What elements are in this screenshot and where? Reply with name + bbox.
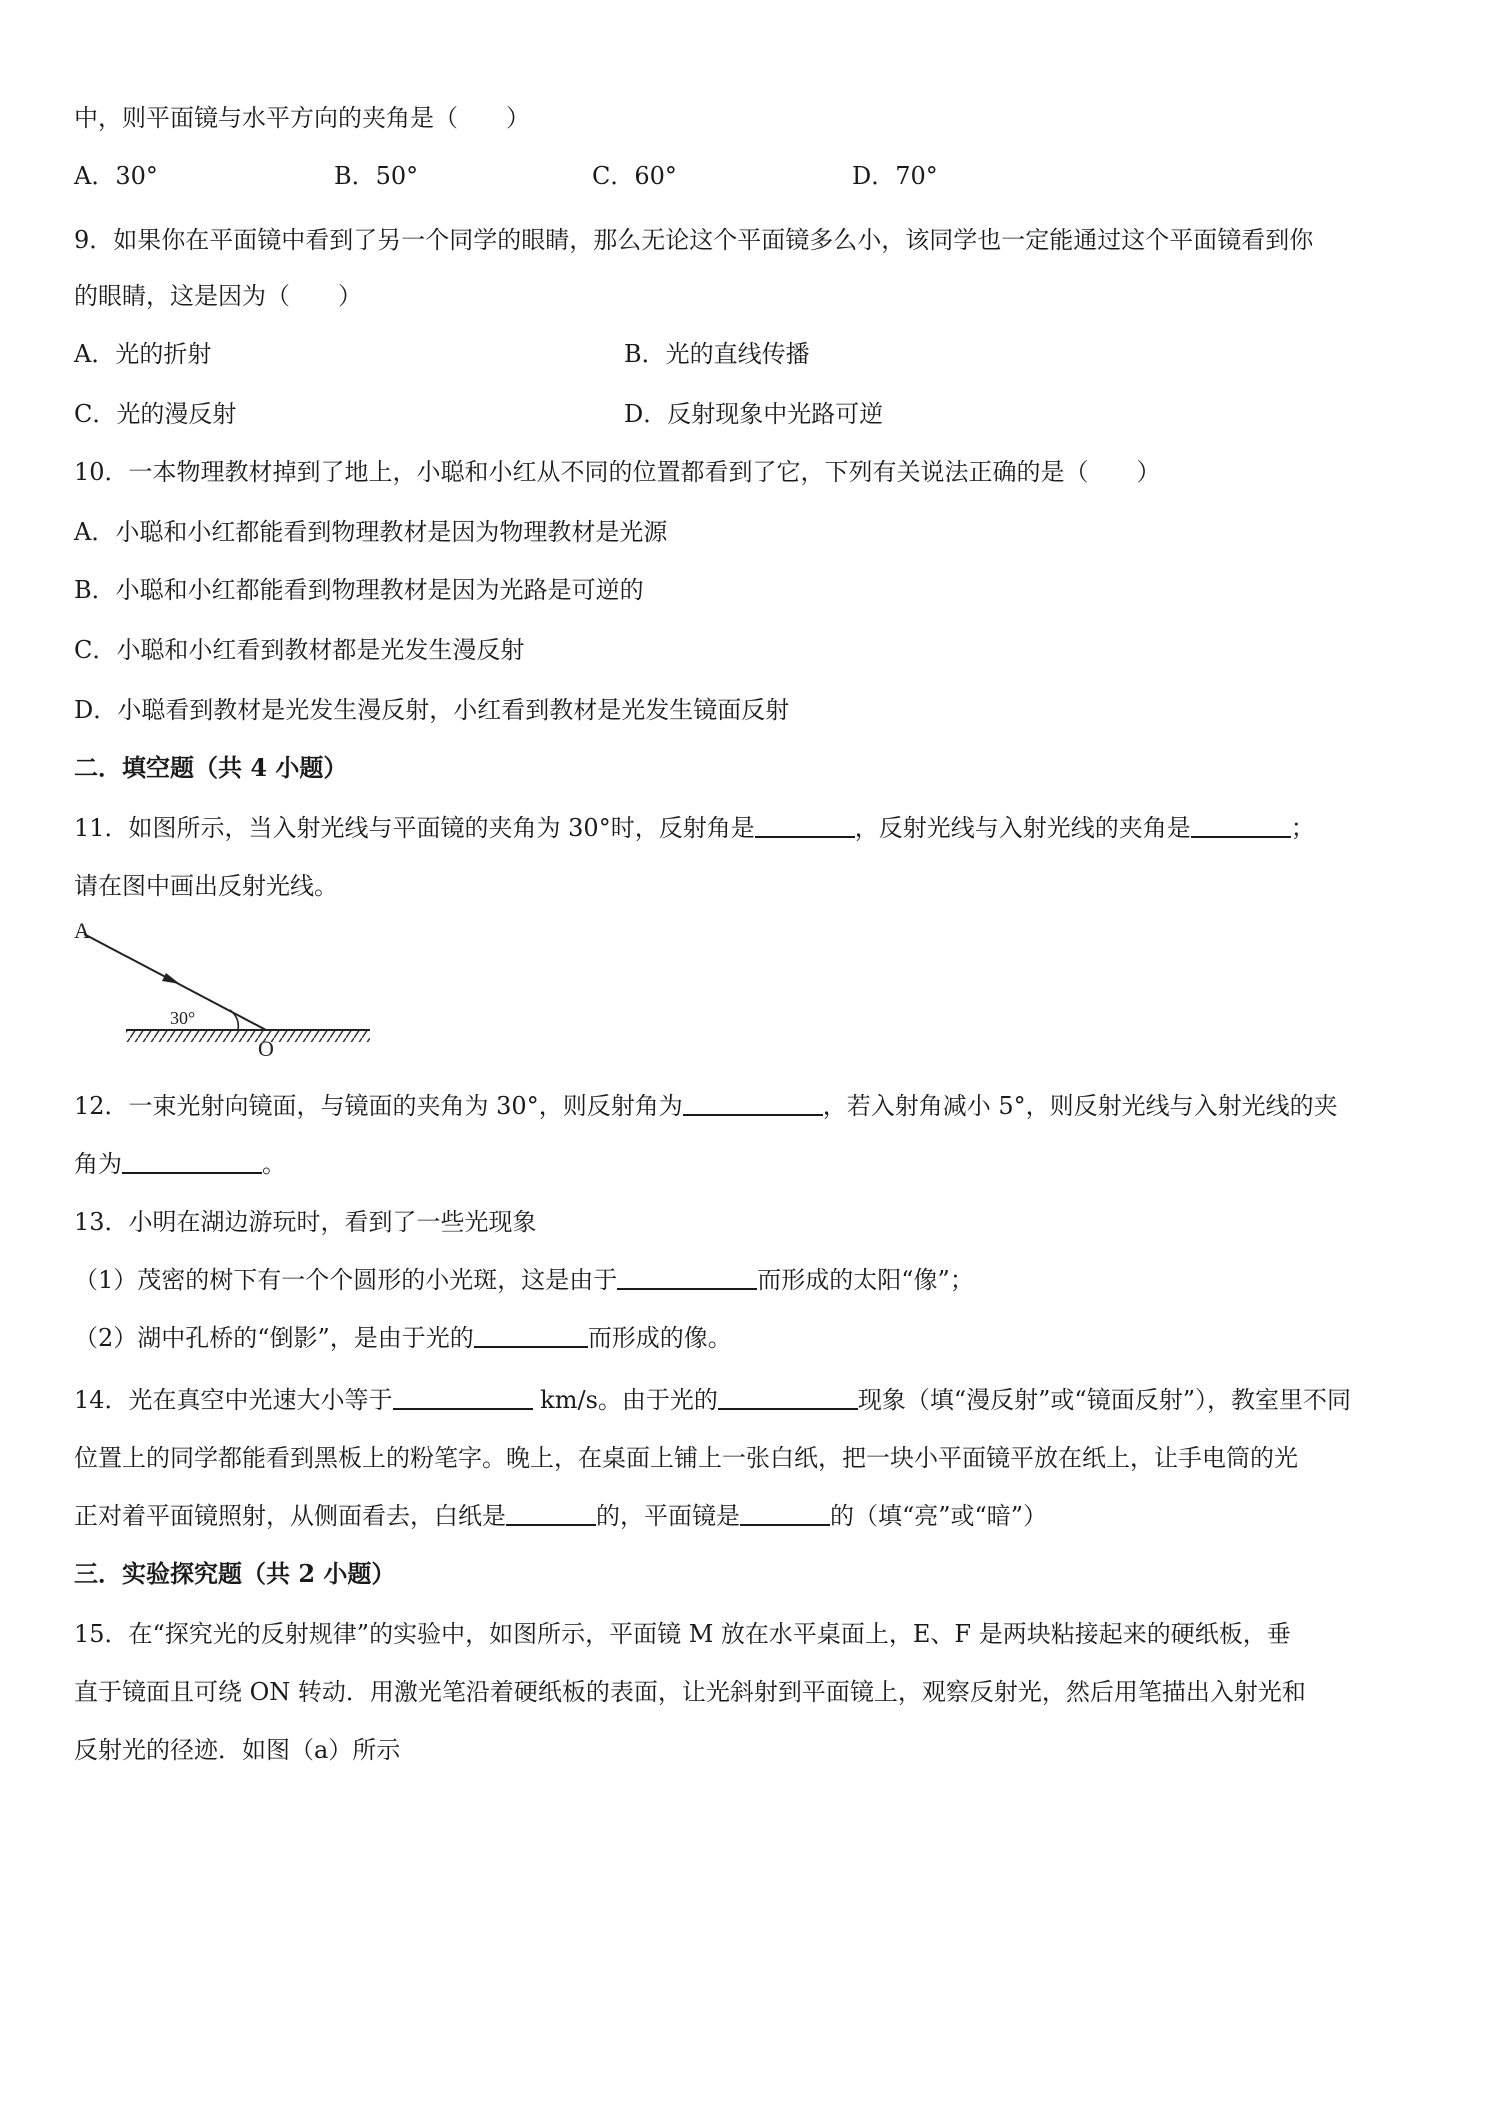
q9-option-b: B．光的直线传播 — [624, 340, 810, 368]
q10-stem: 10．一本物理教材掉到了地上，小聪和小红从不同的位置都看到了它，下列有关说法正确的是（ ） — [74, 458, 1161, 486]
q14-blank-4[interactable] — [740, 1500, 830, 1526]
q13-sub1-text-2: 而形成的太阳“像”； — [757, 1266, 974, 1294]
q12-stem-line2 — [74, 1148, 286, 1180]
q9-option-d: D．反射现象中光路可逆 — [624, 400, 884, 428]
q14-blank-1[interactable] — [393, 1384, 533, 1410]
q11-stem-line1 — [74, 812, 1315, 844]
q14-text-1: 14．光在真空中光速大小等于 — [74, 1386, 393, 1414]
q8-option-b: B．50° — [334, 162, 419, 190]
q13-stem: 13．小明在湖边游玩时，看到了一些光现象 — [74, 1208, 537, 1236]
q13-sub2-text-1: （2）湖中孔桥的“倒影”，是由于光的 — [74, 1324, 474, 1352]
q9-stem-line1: 9．如果你在平面镜中看到了另一个同学的眼睛，那么无论这个平面镜多么小，该同学也一定能通过这个平面镜看到你 — [74, 226, 1314, 254]
q14-text-6: 的（填“亮”或“暗”） — [830, 1502, 1048, 1530]
section-3-heading: 三．实验探究题（共 2 小题） — [74, 1559, 396, 1588]
q14-line2: 位置上的同学都能看到黑板上的粉笔字。晚上，在桌面上铺上一张白纸，把一块小平面镜平放在纸上，让手电筒的光 — [74, 1444, 1298, 1472]
q11-blank-1[interactable] — [755, 812, 855, 838]
q13-sub2 — [74, 1322, 732, 1354]
q8-stem-tail: 中，则平面镜与水平方向的夹角是（ ） — [74, 104, 530, 132]
q13-sub1 — [74, 1264, 974, 1296]
q14-line1 — [74, 1384, 1351, 1416]
q11-text-2: ，反射光线与入射光线的夹角是 — [854, 814, 1191, 842]
q10-option-a: A．小聪和小红都能看到物理教材是因为物理教材是光源 — [74, 518, 668, 546]
q12-text-3: 角为 — [74, 1150, 122, 1178]
incident-ray-arrow — [162, 973, 180, 984]
q11-text-3: ； — [1290, 814, 1315, 842]
q14-text-4: 正对着平面镜照射，从侧面看去，白纸是 — [74, 1502, 506, 1530]
q9-option-a: A．光的折射 — [74, 340, 212, 368]
q12-blank-2[interactable] — [122, 1148, 262, 1174]
q10-option-c: C．小聪和小红看到教材都是光发生漫反射 — [74, 636, 525, 664]
q8-option-d: D．70° — [852, 162, 938, 190]
q12-text-4: 。 — [262, 1150, 286, 1178]
angle-label: 30° — [170, 1008, 196, 1028]
q9-option-c: C．光的漫反射 — [74, 400, 237, 428]
q11-blank-2[interactable] — [1191, 812, 1291, 838]
q12-text-2: ，若入射角减小 5°，则反射光线与入射光线的夹 — [822, 1092, 1338, 1120]
q10-option-b: B．小聪和小红都能看到物理教材是因为光路是可逆的 — [74, 576, 644, 604]
angle-arc — [230, 1010, 238, 1030]
q13-sub2-text-2: 而形成的像。 — [587, 1324, 732, 1352]
q13-blank-2[interactable] — [474, 1322, 588, 1348]
q15-line2: 直于镜面且可绕 ON 转动．用激光笔沿着硬纸板的表面，让光斜射到平面镜上，观察反射光，然后用笔描出入射光和 — [74, 1678, 1306, 1706]
q8-option-c: C．60° — [592, 162, 677, 190]
q14-line3 — [74, 1500, 1047, 1532]
q14-text-3: 现象（填“漫反射”或“镜面反射”），教室里不同 — [857, 1386, 1351, 1414]
q14-blank-2[interactable] — [718, 1384, 858, 1410]
q15-line1: 15．在“探究光的反射规律”的实验中，如图所示，平面镜 M 放在水平桌面上，E、F 是两块粘接起来的硬纸板，垂 — [74, 1620, 1291, 1648]
point-a-label: A — [74, 918, 90, 943]
q15-line3: 反射光的径迹．如图（a）所示 — [74, 1736, 401, 1764]
q13-blank-1[interactable] — [617, 1264, 757, 1290]
point-o-label: O — [258, 1036, 274, 1061]
q13-sub1-text-1: （1）茂密的树下有一个个圆形的小光斑，这是由于 — [74, 1266, 618, 1294]
q11-mirror-figure — [74, 918, 404, 1068]
q14-blank-3[interactable] — [506, 1500, 596, 1526]
q9-stem-line2: 的眼睛，这是因为（ ） — [74, 282, 362, 310]
q14-text-2: km/s。由于光的 — [532, 1386, 718, 1414]
q10-option-d: D．小聪看到教材是光发生漫反射，小红看到教材是光发生镜面反射 — [74, 696, 790, 724]
q12-blank-1[interactable] — [683, 1090, 823, 1116]
q11-stem-line2: 请在图中画出反射光线。 — [74, 872, 338, 900]
q14-text-5: 的，平面镜是 — [596, 1502, 740, 1530]
q8-option-a: A．30° — [74, 162, 158, 190]
q12-stem-line1 — [74, 1090, 1338, 1122]
q12-text-1: 12．一束光射向镜面，与镜面的夹角为 30°，则反射角为 — [74, 1092, 683, 1120]
mirror-hatching — [126, 1030, 370, 1042]
q11-text-1: 11．如图所示，当入射光线与平面镜的夹角为 30°时，反射角是 — [74, 814, 755, 842]
section-2-heading: 二．填空题（共 4 小题） — [74, 753, 348, 782]
